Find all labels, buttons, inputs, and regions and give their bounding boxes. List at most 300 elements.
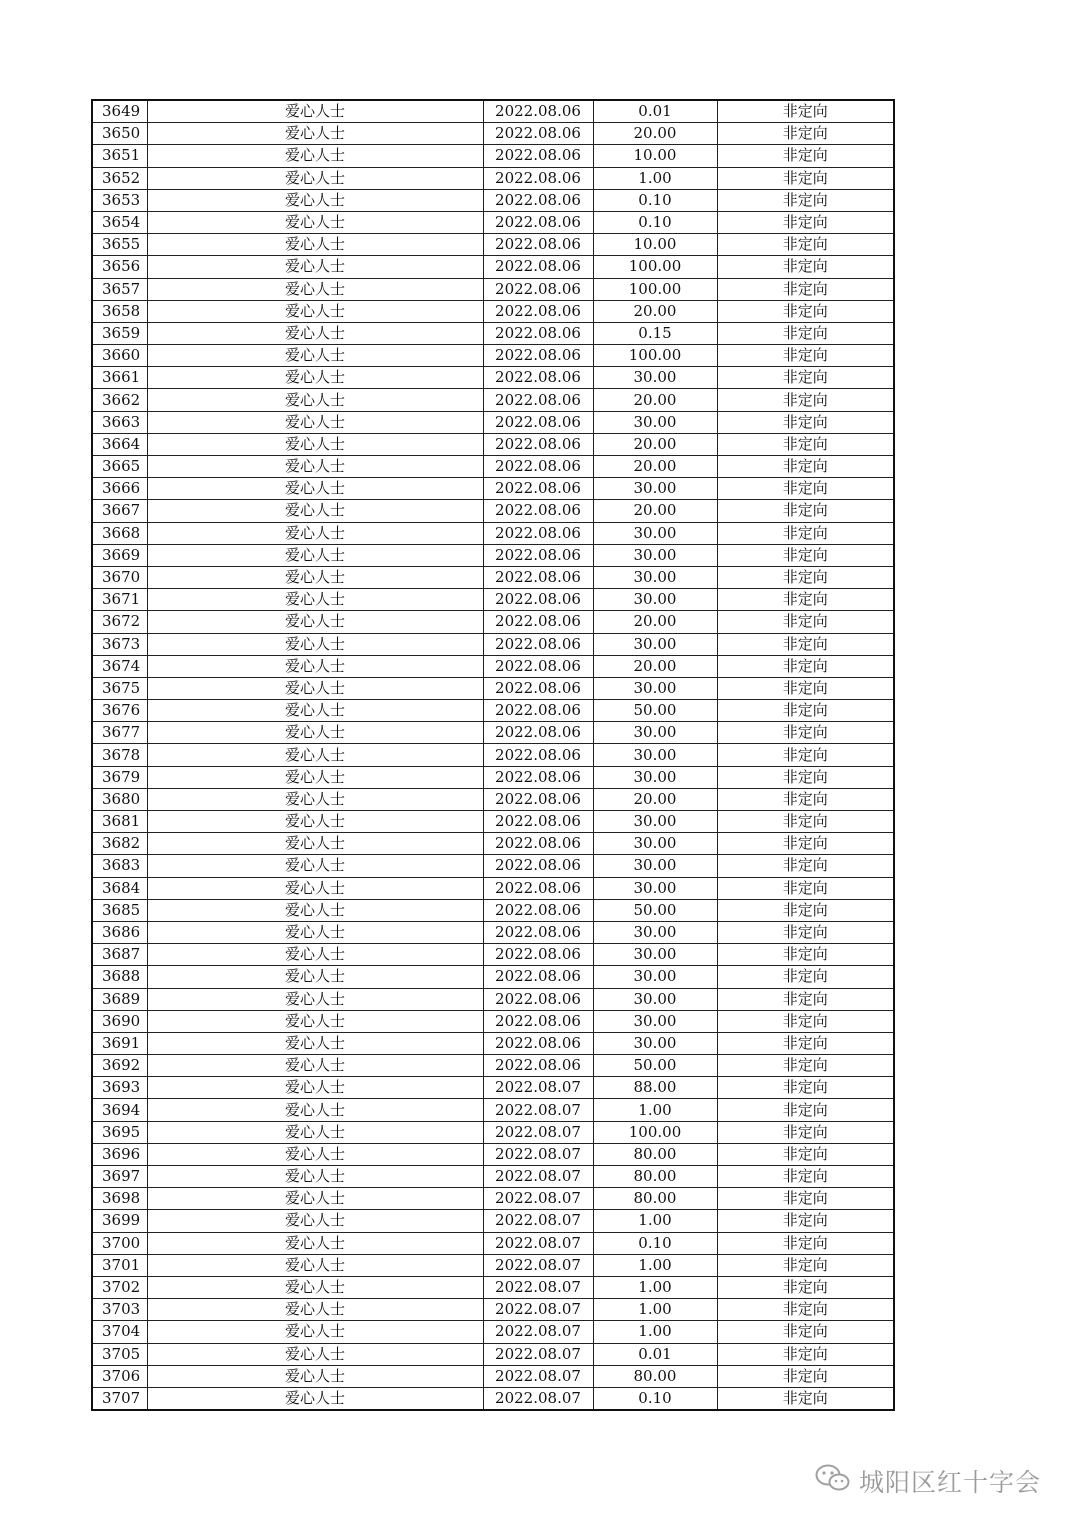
table-row	[92, 855, 894, 877]
table-row	[92, 1232, 894, 1254]
donation-date-cell: 2022.08.06	[483, 611, 593, 633]
donation-amount-cell: 0.15	[593, 322, 717, 344]
table-row	[92, 655, 894, 677]
table-row	[92, 500, 894, 522]
row-number-cell: 3672	[92, 611, 147, 633]
row-number-cell: 3653	[92, 189, 147, 211]
donation-date-cell: 2022.08.07	[483, 1321, 593, 1343]
donation-type-cell: 非定向	[717, 566, 894, 588]
donation-amount-cell: 10.00	[593, 145, 717, 167]
donation-date-cell: 2022.08.06	[483, 744, 593, 766]
donor-name-cell: 爱心人士	[147, 655, 483, 677]
donation-type-cell: 非定向	[717, 1387, 894, 1410]
donation-type-cell: 非定向	[717, 1276, 894, 1298]
row-number-cell: 3655	[92, 234, 147, 256]
donation-amount-cell: 80.00	[593, 1188, 717, 1210]
row-number-cell: 3692	[92, 1055, 147, 1077]
row-number-cell: 3704	[92, 1321, 147, 1343]
donation-type-cell: 非定向	[717, 1321, 894, 1343]
row-number-cell: 3658	[92, 300, 147, 322]
donation-type-cell: 非定向	[717, 1299, 894, 1321]
donor-name-cell: 爱心人士	[147, 522, 483, 544]
table-row	[92, 189, 894, 211]
donor-name-cell: 爱心人士	[147, 611, 483, 633]
donation-date-cell: 2022.08.06	[483, 145, 593, 167]
table-row	[92, 700, 894, 722]
donation-type-cell: 非定向	[717, 1232, 894, 1254]
donation-type-cell: 非定向	[717, 633, 894, 655]
donation-date-cell: 2022.08.07	[483, 1143, 593, 1165]
donation-amount-cell: 100.00	[593, 345, 717, 367]
table-row	[92, 322, 894, 344]
donation-date-cell: 2022.08.06	[483, 234, 593, 256]
donation-type-cell: 非定向	[717, 1166, 894, 1188]
donation-date-cell: 2022.08.06	[483, 389, 593, 411]
table-row	[92, 788, 894, 810]
donation-date-cell: 2022.08.06	[483, 766, 593, 788]
donation-date-cell: 2022.08.06	[483, 700, 593, 722]
row-number-cell: 3699	[92, 1210, 147, 1232]
donor-name-cell: 爱心人士	[147, 944, 483, 966]
table-row	[92, 123, 894, 145]
donation-amount-cell: 1.00	[593, 1254, 717, 1276]
donation-date-cell: 2022.08.07	[483, 1188, 593, 1210]
donation-amount-cell: 0.10	[593, 211, 717, 233]
donation-amount-cell: 0.10	[593, 1232, 717, 1254]
table-row	[92, 566, 894, 588]
row-number-cell: 3662	[92, 389, 147, 411]
row-number-cell: 3660	[92, 345, 147, 367]
row-number-cell: 3674	[92, 655, 147, 677]
donor-name-cell: 爱心人士	[147, 389, 483, 411]
donor-name-cell: 爱心人士	[147, 855, 483, 877]
donor-name-cell: 爱心人士	[147, 811, 483, 833]
donation-amount-cell: 1.00	[593, 1321, 717, 1343]
table-row	[92, 1276, 894, 1298]
donation-amount-cell: 30.00	[593, 921, 717, 943]
donation-amount-cell: 20.00	[593, 389, 717, 411]
donation-type-cell: 非定向	[717, 1121, 894, 1143]
donation-date-cell: 2022.08.07	[483, 1276, 593, 1298]
table-row	[92, 167, 894, 189]
donation-amount-cell: 1.00	[593, 1210, 717, 1232]
row-number-cell: 3673	[92, 633, 147, 655]
donation-amount-cell: 30.00	[593, 589, 717, 611]
row-number-cell: 3657	[92, 278, 147, 300]
donation-type-cell: 非定向	[717, 211, 894, 233]
donation-type-cell: 非定向	[717, 433, 894, 455]
donation-amount-cell: 30.00	[593, 877, 717, 899]
row-number-cell: 3652	[92, 167, 147, 189]
donation-amount-cell: 20.00	[593, 433, 717, 455]
row-number-cell: 3697	[92, 1166, 147, 1188]
row-number-cell: 3701	[92, 1254, 147, 1276]
donation-date-cell: 2022.08.06	[483, 655, 593, 677]
donor-name-cell: 爱心人士	[147, 988, 483, 1010]
donor-name-cell: 爱心人士	[147, 500, 483, 522]
donor-name-cell: 爱心人士	[147, 1343, 483, 1365]
donation-type-cell: 非定向	[717, 1188, 894, 1210]
donation-date-cell: 2022.08.06	[483, 167, 593, 189]
donation-type-cell: 非定向	[717, 1032, 894, 1054]
donation-type-cell: 非定向	[717, 100, 894, 123]
donation-type-cell: 非定向	[717, 1010, 894, 1032]
row-number-cell: 3677	[92, 722, 147, 744]
table-row	[92, 411, 894, 433]
row-number-cell: 3651	[92, 145, 147, 167]
donation-date-cell: 2022.08.06	[483, 500, 593, 522]
donation-date-cell: 2022.08.07	[483, 1121, 593, 1143]
table-row	[92, 1099, 894, 1121]
donation-type-cell: 非定向	[717, 1254, 894, 1276]
table-row	[92, 1010, 894, 1032]
table-row	[92, 833, 894, 855]
donation-amount-cell: 50.00	[593, 899, 717, 921]
row-number-cell: 3703	[92, 1299, 147, 1321]
donor-name-cell: 爱心人士	[147, 211, 483, 233]
watermark-text: 城阳区红十字会	[859, 1468, 1042, 1497]
donor-name-cell: 爱心人士	[147, 899, 483, 921]
row-number-cell: 3683	[92, 855, 147, 877]
donation-type-cell: 非定向	[717, 522, 894, 544]
table-row	[92, 145, 894, 167]
donation-date-cell: 2022.08.06	[483, 1010, 593, 1032]
row-number-cell: 3691	[92, 1032, 147, 1054]
donation-type-cell: 非定向	[717, 278, 894, 300]
donor-name-cell: 爱心人士	[147, 345, 483, 367]
donation-amount-cell: 30.00	[593, 522, 717, 544]
donor-name-cell: 爱心人士	[147, 1254, 483, 1276]
table-row	[92, 1254, 894, 1276]
wechat-icon	[815, 1463, 859, 1499]
donor-name-cell: 爱心人士	[147, 145, 483, 167]
donor-name-cell: 爱心人士	[147, 566, 483, 588]
donation-type-cell: 非定向	[717, 300, 894, 322]
row-number-cell: 3702	[92, 1276, 147, 1298]
donation-type-cell: 非定向	[717, 589, 894, 611]
table-row	[92, 522, 894, 544]
donation-amount-cell: 88.00	[593, 1077, 717, 1099]
table-row	[92, 1299, 894, 1321]
row-number-cell: 3684	[92, 877, 147, 899]
donation-type-cell: 非定向	[717, 123, 894, 145]
donation-amount-cell: 30.00	[593, 1010, 717, 1032]
donation-type-cell: 非定向	[717, 611, 894, 633]
donor-name-cell: 爱心人士	[147, 1276, 483, 1298]
donation-amount-cell: 30.00	[593, 633, 717, 655]
row-number-cell: 3679	[92, 766, 147, 788]
donor-name-cell: 爱心人士	[147, 322, 483, 344]
donation-date-cell: 2022.08.06	[483, 456, 593, 478]
donation-amount-cell: 20.00	[593, 123, 717, 145]
donation-amount-cell: 0.10	[593, 189, 717, 211]
donor-name-cell: 爱心人士	[147, 433, 483, 455]
donation-date-cell: 2022.08.07	[483, 1166, 593, 1188]
donation-amount-cell: 80.00	[593, 1166, 717, 1188]
row-number-cell: 3668	[92, 522, 147, 544]
donation-amount-cell: 30.00	[593, 833, 717, 855]
donation-amount-cell: 30.00	[593, 966, 717, 988]
donor-name-cell: 爱心人士	[147, 1166, 483, 1188]
donor-name-cell: 爱心人士	[147, 167, 483, 189]
donation-amount-cell: 20.00	[593, 611, 717, 633]
donation-type-cell: 非定向	[717, 389, 894, 411]
donation-type-cell: 非定向	[717, 322, 894, 344]
row-number-cell: 3669	[92, 544, 147, 566]
table-row	[92, 1166, 894, 1188]
donor-name-cell: 爱心人士	[147, 100, 483, 123]
table-row	[92, 278, 894, 300]
row-number-cell: 3671	[92, 589, 147, 611]
table-row	[92, 389, 894, 411]
table-row	[92, 899, 894, 921]
donation-type-cell: 非定向	[717, 677, 894, 699]
donation-date-cell: 2022.08.07	[483, 1099, 593, 1121]
donation-date-cell: 2022.08.07	[483, 1365, 593, 1387]
donation-amount-cell: 30.00	[593, 677, 717, 699]
table-row	[92, 1210, 894, 1232]
table-row	[92, 1321, 894, 1343]
donation-date-cell: 2022.08.06	[483, 522, 593, 544]
table-row	[92, 677, 894, 699]
donation-date-cell: 2022.08.06	[483, 921, 593, 943]
donor-name-cell: 爱心人士	[147, 1365, 483, 1387]
table-row	[92, 722, 894, 744]
donation-date-cell: 2022.08.06	[483, 123, 593, 145]
donor-name-cell: 爱心人士	[147, 367, 483, 389]
donor-name-cell: 爱心人士	[147, 411, 483, 433]
donation-amount-cell: 100.00	[593, 256, 717, 278]
row-number-cell: 3654	[92, 211, 147, 233]
donor-name-cell: 爱心人士	[147, 478, 483, 500]
table-row	[92, 211, 894, 233]
row-number-cell: 3681	[92, 811, 147, 833]
row-number-cell: 3680	[92, 788, 147, 810]
row-number-cell: 3694	[92, 1099, 147, 1121]
row-number-cell: 3665	[92, 456, 147, 478]
donor-name-cell: 爱心人士	[147, 633, 483, 655]
row-number-cell: 3670	[92, 566, 147, 588]
donation-type-cell: 非定向	[717, 988, 894, 1010]
donation-date-cell: 2022.08.06	[483, 189, 593, 211]
donation-date-cell: 2022.08.06	[483, 966, 593, 988]
donor-name-cell: 爱心人士	[147, 1143, 483, 1165]
table-row	[92, 589, 894, 611]
row-number-cell: 3649	[92, 100, 147, 123]
donor-name-cell: 爱心人士	[147, 1188, 483, 1210]
donor-name-cell: 爱心人士	[147, 966, 483, 988]
table-row	[92, 766, 894, 788]
table-row	[92, 966, 894, 988]
donation-type-cell: 非定向	[717, 1143, 894, 1165]
row-number-cell: 3686	[92, 921, 147, 943]
row-number-cell: 3696	[92, 1143, 147, 1165]
donation-amount-cell: 50.00	[593, 1055, 717, 1077]
donation-amount-cell: 30.00	[593, 766, 717, 788]
donor-name-cell: 爱心人士	[147, 744, 483, 766]
donor-name-cell: 爱心人士	[147, 1055, 483, 1077]
donation-date-cell: 2022.08.07	[483, 1077, 593, 1099]
donor-name-cell: 爱心人士	[147, 123, 483, 145]
donation-date-cell: 2022.08.06	[483, 944, 593, 966]
table-row	[92, 611, 894, 633]
donation-type-cell: 非定向	[717, 367, 894, 389]
table-row	[92, 100, 894, 123]
donation-date-cell: 2022.08.06	[483, 833, 593, 855]
donation-date-cell: 2022.08.06	[483, 1032, 593, 1054]
donation-amount-cell: 20.00	[593, 456, 717, 478]
row-number-cell: 3687	[92, 944, 147, 966]
donation-date-cell: 2022.08.07	[483, 1232, 593, 1254]
table-row	[92, 944, 894, 966]
donation-amount-cell: 30.00	[593, 855, 717, 877]
donor-name-cell: 爱心人士	[147, 1099, 483, 1121]
donation-date-cell: 2022.08.06	[483, 544, 593, 566]
table-row	[92, 478, 894, 500]
row-number-cell: 3705	[92, 1343, 147, 1365]
row-number-cell: 3663	[92, 411, 147, 433]
donation-type-cell: 非定向	[717, 966, 894, 988]
donation-type-cell: 非定向	[717, 788, 894, 810]
donation-date-cell: 2022.08.06	[483, 633, 593, 655]
donation-amount-cell: 1.00	[593, 167, 717, 189]
donor-name-cell: 爱心人士	[147, 1077, 483, 1099]
row-number-cell: 3676	[92, 700, 147, 722]
donation-date-cell: 2022.08.07	[483, 1210, 593, 1232]
donor-name-cell: 爱心人士	[147, 589, 483, 611]
table-row	[92, 877, 894, 899]
donation-amount-cell: 30.00	[593, 988, 717, 1010]
row-number-cell: 3667	[92, 500, 147, 522]
table-row	[92, 1032, 894, 1054]
donation-date-cell: 2022.08.06	[483, 211, 593, 233]
row-number-cell: 3682	[92, 833, 147, 855]
table-row	[92, 433, 894, 455]
table-row	[92, 300, 894, 322]
table-row	[92, 988, 894, 1010]
donation-type-cell: 非定向	[717, 1055, 894, 1077]
table-row	[92, 1143, 894, 1165]
row-number-cell: 3688	[92, 966, 147, 988]
donation-amount-cell: 30.00	[593, 1032, 717, 1054]
donation-date-cell: 2022.08.06	[483, 1055, 593, 1077]
donor-name-cell: 爱心人士	[147, 1032, 483, 1054]
donation-date-cell: 2022.08.06	[483, 367, 593, 389]
table-row	[92, 811, 894, 833]
donation-type-cell: 非定向	[717, 167, 894, 189]
donation-type-cell: 非定向	[717, 234, 894, 256]
donation-amount-cell: 80.00	[593, 1365, 717, 1387]
donation-amount-cell: 30.00	[593, 566, 717, 588]
donation-date-cell: 2022.08.07	[483, 1254, 593, 1276]
donation-type-cell: 非定向	[717, 189, 894, 211]
table-row	[92, 1387, 894, 1410]
donation-amount-cell: 20.00	[593, 300, 717, 322]
donation-type-cell: 非定向	[717, 1099, 894, 1121]
donation-type-cell: 非定向	[717, 1077, 894, 1099]
donation-date-cell: 2022.08.06	[483, 811, 593, 833]
donor-name-cell: 爱心人士	[147, 1010, 483, 1032]
donor-name-cell: 爱心人士	[147, 722, 483, 744]
donation-amount-cell: 30.00	[593, 744, 717, 766]
donation-amount-cell: 0.01	[593, 100, 717, 123]
donor-name-cell: 爱心人士	[147, 1232, 483, 1254]
donation-type-cell: 非定向	[717, 944, 894, 966]
table-row	[92, 544, 894, 566]
donation-amount-cell: 30.00	[593, 811, 717, 833]
table-row	[92, 1121, 894, 1143]
donor-name-cell: 爱心人士	[147, 1299, 483, 1321]
donation-amount-cell: 1.00	[593, 1099, 717, 1121]
donor-name-cell: 爱心人士	[147, 700, 483, 722]
donation-type-cell: 非定向	[717, 478, 894, 500]
donation-type-cell: 非定向	[717, 145, 894, 167]
donation-amount-cell: 30.00	[593, 944, 717, 966]
donation-type-cell: 非定向	[717, 722, 894, 744]
donor-name-cell: 爱心人士	[147, 234, 483, 256]
donation-date-cell: 2022.08.07	[483, 1387, 593, 1410]
donation-amount-cell: 30.00	[593, 478, 717, 500]
donation-amount-cell: 0.10	[593, 1387, 717, 1410]
donation-type-cell: 非定向	[717, 744, 894, 766]
donation-type-cell: 非定向	[717, 256, 894, 278]
donation-amount-cell: 30.00	[593, 722, 717, 744]
donor-name-cell: 爱心人士	[147, 677, 483, 699]
ledger-body	[92, 100, 894, 1410]
donation-ledger-table	[91, 99, 895, 1411]
table-row	[92, 1077, 894, 1099]
donation-amount-cell: 20.00	[593, 655, 717, 677]
table-row	[92, 1343, 894, 1365]
donation-amount-cell: 20.00	[593, 788, 717, 810]
donation-type-cell: 非定向	[717, 1343, 894, 1365]
table-row	[92, 744, 894, 766]
row-number-cell: 3695	[92, 1121, 147, 1143]
donor-name-cell: 爱心人士	[147, 256, 483, 278]
donor-name-cell: 爱心人士	[147, 788, 483, 810]
donor-name-cell: 爱心人士	[147, 189, 483, 211]
donation-date-cell: 2022.08.06	[483, 322, 593, 344]
donor-name-cell: 爱心人士	[147, 1210, 483, 1232]
donation-date-cell: 2022.08.06	[483, 788, 593, 810]
donor-name-cell: 爱心人士	[147, 877, 483, 899]
donation-amount-cell: 30.00	[593, 544, 717, 566]
row-number-cell: 3690	[92, 1010, 147, 1032]
row-number-cell: 3666	[92, 478, 147, 500]
donation-date-cell: 2022.08.06	[483, 722, 593, 744]
row-number-cell: 3707	[92, 1387, 147, 1410]
donation-type-cell: 非定向	[717, 655, 894, 677]
donation-type-cell: 非定向	[717, 1365, 894, 1387]
account-watermark	[815, 1463, 1041, 1499]
table-row	[92, 1365, 894, 1387]
donation-date-cell: 2022.08.06	[483, 677, 593, 699]
table-row	[92, 345, 894, 367]
donation-amount-cell: 80.00	[593, 1143, 717, 1165]
donation-type-cell: 非定向	[717, 456, 894, 478]
donor-name-cell: 爱心人士	[147, 833, 483, 855]
donation-type-cell: 非定向	[717, 411, 894, 433]
row-number-cell: 3675	[92, 677, 147, 699]
row-number-cell: 3693	[92, 1077, 147, 1099]
donation-date-cell: 2022.08.06	[483, 100, 593, 123]
donation-type-cell: 非定向	[717, 345, 894, 367]
donation-type-cell: 非定向	[717, 500, 894, 522]
donation-date-cell: 2022.08.06	[483, 345, 593, 367]
donation-type-cell: 非定向	[717, 811, 894, 833]
row-number-cell: 3685	[92, 899, 147, 921]
donor-name-cell: 爱心人士	[147, 1387, 483, 1410]
